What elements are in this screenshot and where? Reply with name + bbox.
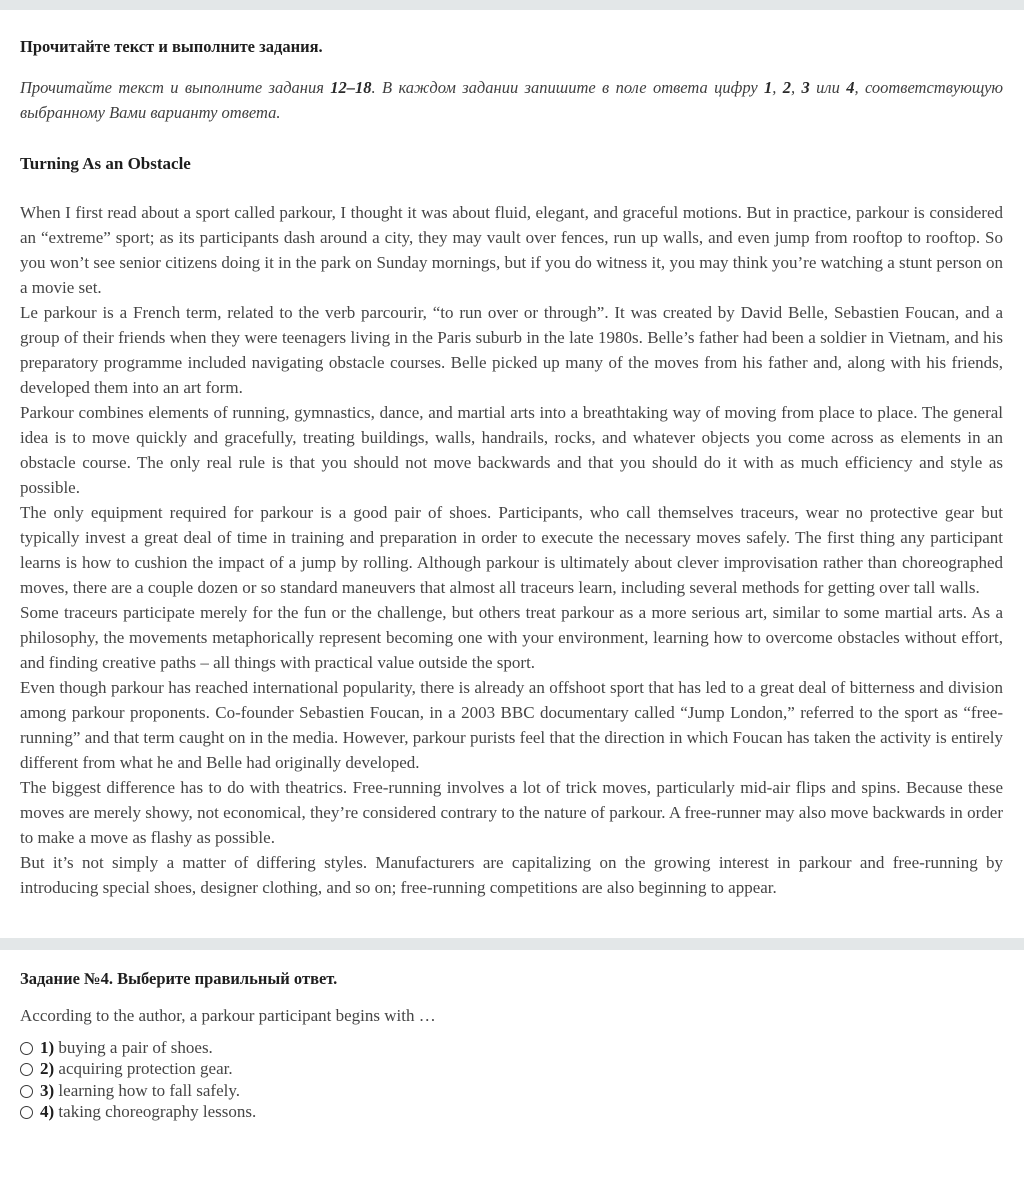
instruction-segment: или xyxy=(809,78,847,97)
answer-options xyxy=(20,1037,1003,1122)
answer-option-2[interactable] xyxy=(20,1058,1003,1079)
instruction-task-range: 12–18 xyxy=(330,78,372,97)
paragraph: But it’s not simply a matter of differing styles. Manufacturers are capitalizing on the growing interest in parkour and free-running by introducing special shoes, designer clothing, and so on; free-running competitions are also beginning to appear. xyxy=(20,853,1003,897)
section-divider-bar xyxy=(0,938,1024,950)
reading-section-heading: Прочитайте текст и выполните задания. xyxy=(20,37,323,56)
task-section xyxy=(0,950,1024,1122)
reading-text xyxy=(20,200,1003,900)
instruction-segment: , xyxy=(791,78,802,97)
paragraph: When I first read about a sport called parkour, I thought it was about fluid, elegant, and graceful motions. But in practice, parkour is considered an “extreme” sport; as its participants dash around a city, they may vault over fences, run up walls, and even jump from rooftop to rooftop. So you won’t see senior citizens doing it in the park on Sunday mornings, but if you do witness it, you may think you’re watching a stunt person on a movie set. xyxy=(20,203,1003,297)
instruction-digit: 3 xyxy=(801,78,810,97)
instruction-digit: 4 xyxy=(846,78,855,97)
task-heading: Задание №4. Выберите правильный ответ. xyxy=(20,969,338,988)
top-divider-bar xyxy=(0,0,1024,10)
radio-button[interactable] xyxy=(20,1085,33,1098)
radio-button[interactable] xyxy=(20,1063,33,1076)
option-number: 4) xyxy=(40,1101,55,1121)
paragraph: Even though parkour has reached international popularity, there is already an offshoot sport that has led to a great deal of bitterness and division among parkour proponents. Co-founder Sebastien Foucan, in a 2003 BBC documentary called “Jump London,” referred to the sport as “free-running” and that term caught on in the media. However, parkour purists feel that the direction in which Foucan has taken the activity is entirely different from what he and Belle had originally developed. xyxy=(20,678,1003,772)
paragraph: The biggest difference has to do with theatrics. Free-running involves a lot of trick moves, particularly mid-air flips and spins. Because these moves are merely showy, not economical, they’re considered contrary to the nature of parkour. A free-runner may also move backwards in order to make a move as flashy as possible. xyxy=(20,778,1003,847)
text-title: Turning As an Obstacle xyxy=(20,154,191,173)
instruction-segment: , xyxy=(772,78,783,97)
option-label: learning how to fall safely. xyxy=(58,1080,241,1100)
paragraph: The only equipment required for parkour is a good pair of shoes. Participants, who call themselves traceurs, wear no protective gear but typically invest a great deal of time in training and preparation in order to execute the necessary moves safely. The first thing any participant learns is how to cushion the impact of a jump by rolling. Although parkour is ultimately about clever improvisation rather than choreographed moves, there are a couple dozen or so standard maneuvers that almost all traceurs learn, including several methods for getting over tall walls. xyxy=(20,503,1003,597)
reading-section xyxy=(0,10,1024,938)
instruction-segment: Прочитайте текст и выполните задания xyxy=(20,78,331,97)
option-label: buying a pair of shoes. xyxy=(58,1038,213,1057)
instruction-digit: 1 xyxy=(764,78,773,97)
instruction-segment: , соответствующую выбранному Вами варианту ответа. xyxy=(20,78,1004,122)
task-instruction xyxy=(20,75,1003,125)
radio-button[interactable] xyxy=(20,1106,33,1119)
paragraph: Le parkour is a French term, related to the verb parcourir, “to run over or through”. It was created by David Belle, Sebastien Foucan, and a group of their friends when they were teenagers living in the Paris suburb in the late 1980s. Belle’s father had been a soldier in Vietnam, and his preparatory programme included navigating obstacle courses. Belle picked up many of the moves from his father and, along with his friends, developed them into an art form. xyxy=(20,303,1003,397)
question-text: According to the author, a parkour participant begins with … xyxy=(20,1006,436,1025)
option-number: 3) xyxy=(40,1080,55,1100)
paragraph: Some traceurs participate merely for the fun or the challenge, but others treat parkour as a more serious art, similar to some martial arts. As a philosophy, the movements metaphorically represent becoming one with your environment, learning how to overcome obstacles without effort, and finding creative paths – all things with practical value outside the sport. xyxy=(20,603,1003,672)
option-label: taking choreography lessons. xyxy=(58,1101,257,1121)
instruction-digit: 2 xyxy=(782,78,792,97)
radio-button[interactable] xyxy=(20,1042,33,1055)
option-label: acquiring protection gear. xyxy=(58,1059,233,1079)
option-number: 2) xyxy=(40,1059,55,1079)
answer-option-1[interactable] xyxy=(20,1037,1003,1058)
instruction-segment: . В каждом задании запишите в поле ответа цифру xyxy=(371,78,765,97)
option-number: 1) xyxy=(40,1038,55,1057)
answer-option-3[interactable] xyxy=(20,1080,1003,1101)
paragraph: Parkour combines elements of running, gymnastics, dance, and martial arts into a breathtaking way of moving from place to place. The general idea is to move quickly and gracefully, treating buildings, walls, handrails, rocks, and whatever objects you come across as elements in an obstacle course. The only real rule is that you should not move backwards and that you should do it with as much efficiency and style as possible. xyxy=(20,403,1003,497)
answer-option-4[interactable] xyxy=(20,1101,1003,1122)
